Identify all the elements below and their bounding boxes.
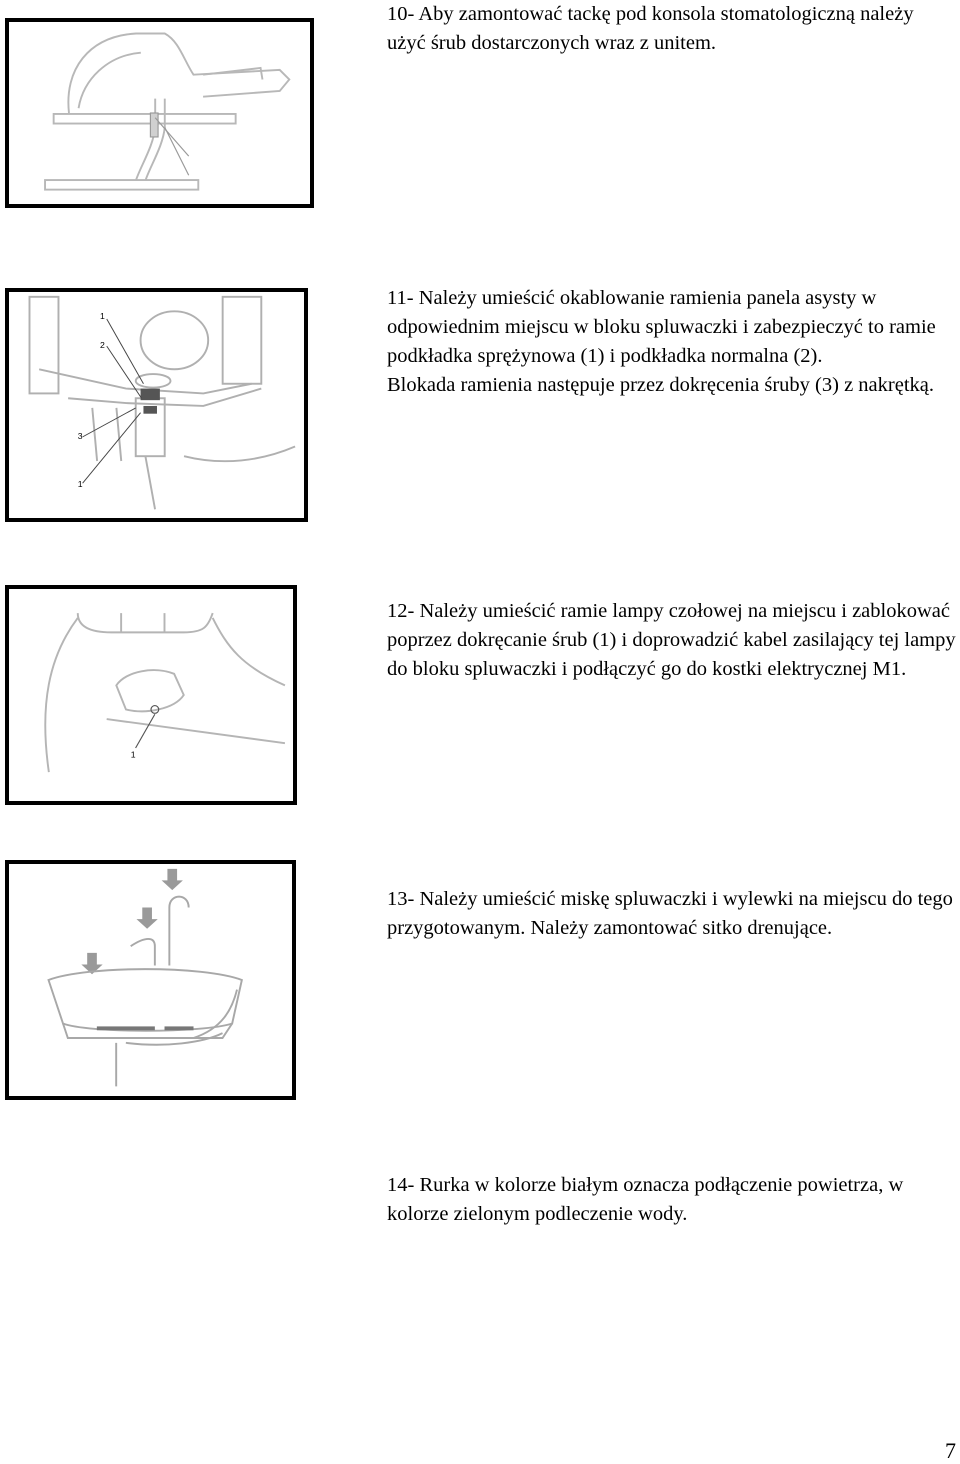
page-number: 7 [945, 1438, 956, 1463]
callout-3-upper: 3 [77, 430, 83, 441]
step-11 [387, 284, 957, 400]
callout-1: 1 [130, 749, 136, 760]
step-13 [387, 885, 957, 943]
callout-1-top: 1 [100, 311, 105, 322]
callout-2: 2 [100, 340, 105, 351]
headlamp-arm-illustration [9, 589, 293, 801]
step-12-text: 12- Należy umieścić ramie lampy czołowej na miejscu i zablokować poprzez dokręcanie śrub (1) i doprowadzić kabel zasilający tej lampy do bloku spluwaczki i podłączyć go do kostki elektrycznej M1. [387, 600, 956, 680]
step-13-text: 13- Należy umieścić miskę spluwaczki i wylewki na miejscu do tego przygotowanym. Należy zamontować sitko drenujące. [387, 888, 953, 939]
step-11-text: 11- Należy umieścić okablowanie ramienia panela asysty w odpowiednim miejscu w bloku spluwaczki i zabezpieczyć to ramie podkładka sprężynowa (1) i podkładka normalna (2). [387, 287, 936, 367]
figure-spittoon-bowl [5, 860, 296, 1100]
step-10-text: 10- Aby zamontować tackę pod konsola stomatologiczną należy użyć śrub dostarczonych wraz z unitem. [387, 3, 914, 54]
tray-mounting-illustration [9, 22, 310, 204]
figure-tray-mounting [5, 18, 314, 208]
step-14 [387, 1171, 957, 1229]
step-10 [387, 0, 957, 58]
callout-1-lower: 1 [77, 479, 83, 490]
figure-assistant-arm [5, 288, 308, 522]
spittoon-bowl-illustration [9, 864, 292, 1096]
assistant-arm-illustration [9, 292, 304, 518]
step-14-text: 14- Rurka w kolorze białym oznacza podłączenie powietrza, w kolorze zielonym podleczenie wody. [387, 1174, 904, 1225]
step-12 [387, 597, 957, 684]
step-11-text-lock: Blokada ramienia następuje przez dokręcenia śruby (3) z nakrętką. [387, 374, 934, 396]
figure-headlamp-arm [5, 585, 297, 805]
